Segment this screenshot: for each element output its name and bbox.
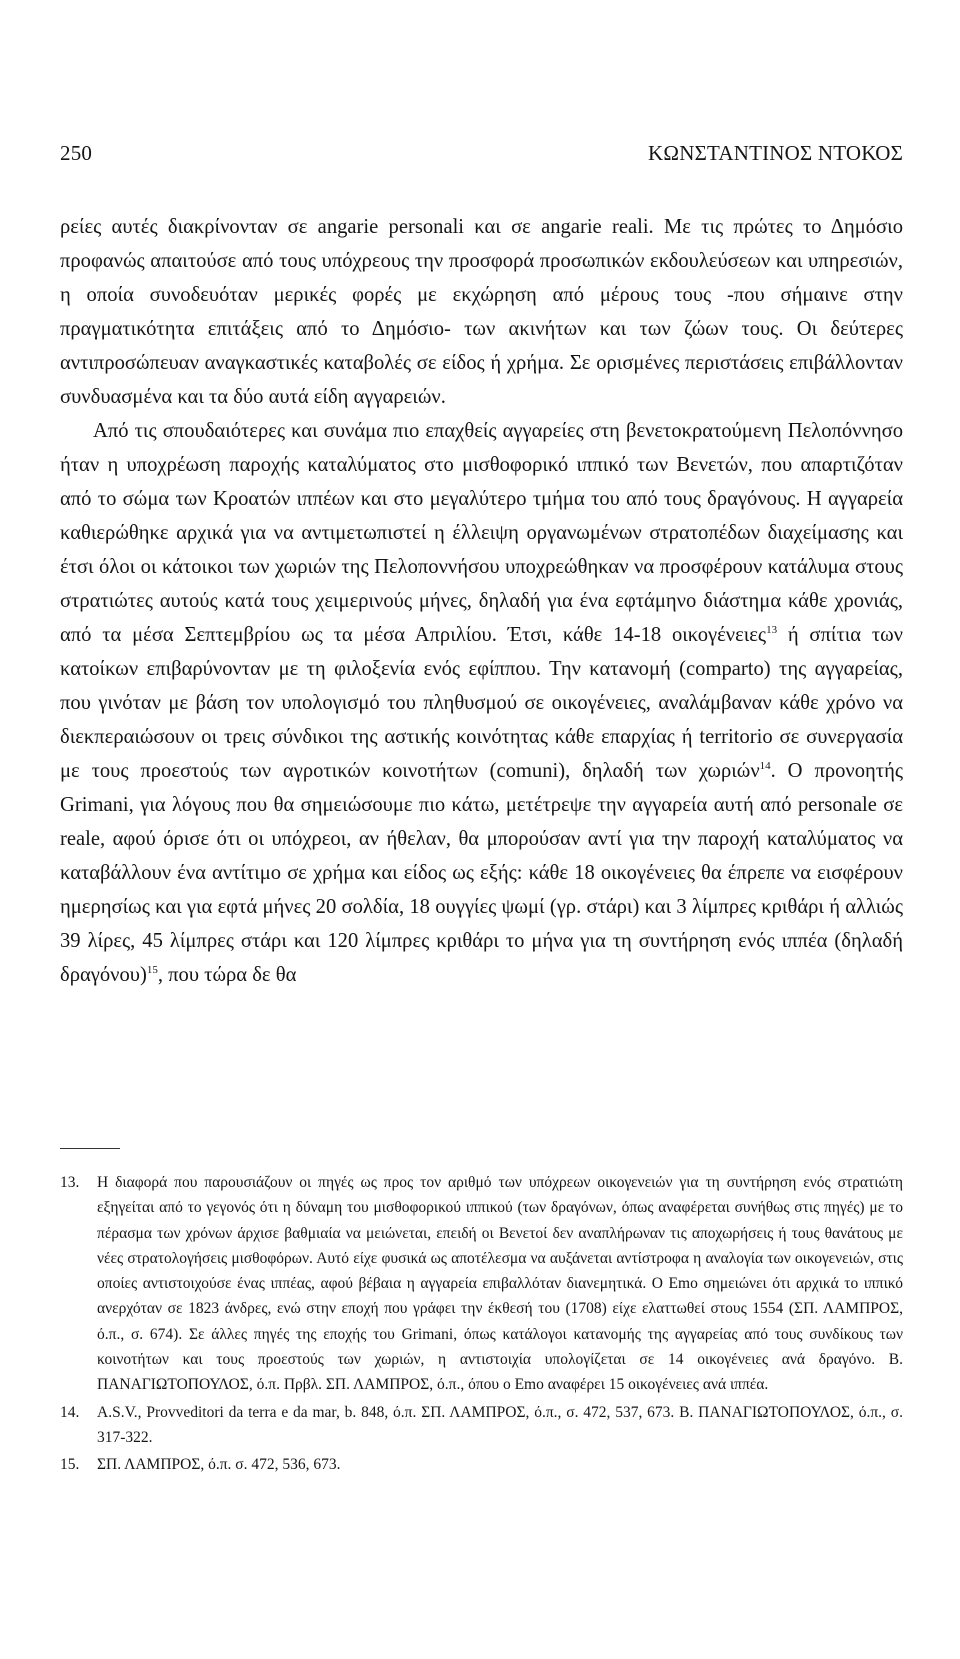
footnote-number: 14. [60, 1403, 80, 1421]
footnote [60, 1170, 903, 1398]
footnote-ref[interactable]: 14 [759, 760, 771, 773]
paragraph-text: . Ο προνοητής Grimani, για λόγους που θα σημειώσουμε πιο κάτω, μετέτρεψε την αγγαρεία αυτή από personale σε reale, αφού όρισε ότι οι υπόχρεοι, αν ήθελαν, θα μπορούσαν αντί για την παροχή καταλύματος να καταβάλλουν ένα αντίτιμο σε χρήμα και είδος ως εξής: κάθε 18 οικογένειες θα έπρεπε να εισφέρουν ημερησίως και για εφτά μήνες 20 σολδία, 18 ουγγίες ψωμί (γρ. στάρι) και 3 λίμπρες κριθάρι ή αλλιώς 39 λίρες, 45 λίμπρες στάρι και 120 λίμπρες κριθάρι το μήνα για τη συντήρηση ενός ιππέα (δηλαδή δραγόνου) [60, 760, 903, 986]
footnote-ref[interactable]: 13 [766, 624, 778, 637]
footnote-text: Η διαφορά που παρουσιάζουν οι πηγές ως προς τον αριθμό των υπόχρεων οικογενειών για τη συντήρηση ενός στρατιώτη εξηγείται από το γεγονός ότι η δύναμη του μισθοφορικού ιππικού (των δραγόνων, όπως αναφέρεται συνήθως στις πηγές) με το πέρασμα των χρόνων άρχισε βαθμιαία να μειώνεται, επειδή οι Βενετοί δεν αναπλήρωναν τις αποχωρήσεις ή τους θανάτους με νέες στρατολογήσεις μισθοφόρων. Αυτό είχε φυσικά ως αποτέλεσμα να αυξάνεται αντίστροφα η αναλογία των οικογενειών, στις οποίες αντιστοιχούσε ένας ιππέας, αφού βέβαια η αγγαρεία επιβαλλόταν διανεμητικά. Ο Emo σημειώνει ότι αρχικά το ιππικό ανερχόταν σε 1823 άνδρες, ενώ στην εποχή που γράφει την έκθεσή του (1708) είχε ελαττωθεί στους 1554 (ΣΠ. ΛΑΜΠΡΟΣ, ό.π., σ. 674). Σε άλλες πηγές της εποχής του Grimani, όπως κατάλογοι κατανομής της αγγαρείας από τους συνδίκους των κοινοτήτων και τους προεστούς των χωριών, η αντιστοιχία υπολογίζεται σε 14 οικογένειες ανά δραγόνο. Β. ΠΑΝΑΓΙΩΤΟΠΟΥΛΟΣ, ό.π. Πρβλ. ΣΠ. ΛΑΜΠΡΟΣ, ό.π., όπου ο Emo αναφέρει 15 οικογένειες ανά ιππέα. [97, 1174, 903, 1394]
footnote-text: ΣΠ. ΛΑΜΠΡΟΣ, ό.π. σ. 472, 536, 673. [97, 1456, 341, 1474]
footnote-number: 13. [60, 1174, 80, 1191]
footnote-divider [60, 1148, 120, 1149]
footnotes [60, 1170, 903, 1480]
paragraph-text: ή σπίτια των κατοίκων επιβαρύνονταν με τη φιλοξενία ενός εφίππου. Την κατανομή (comparto) της αγγαρείας, που γινόταν με βάση τον υπολογισμό του πληθυσμού σε οικογένειες, αναλάμβαναν κάθε χρόνο να διεκπεραιώσουν οι τρεις σύνδικοι της αστικής κοινότητας κάθε επαρχίας ή territorio σε συνεργασία με τους προεστούς των αγροτικών κοινοτήτων (comuni), δηλαδή των χωριών [60, 624, 903, 782]
footnote [60, 1400, 903, 1451]
paragraph-text: , που τώρα δε θα [157, 964, 297, 986]
running-header [60, 141, 903, 171]
footnote-number: 15. [60, 1456, 80, 1474]
page-number: 250 [60, 141, 93, 165]
paragraph [60, 414, 903, 992]
main-text [60, 210, 903, 992]
footnote-ref[interactable]: 15 [146, 964, 158, 977]
paragraph-text: Από τις σπουδαιότερες και συνάμα πιο επαχθείς αγγαρείες στη βενετοκρατούμενη Πελοπόννησο ήταν η υποχρέωση παροχής καταλύματος στο μισθοφορικό ιππικό των Βενετών, που απαρτιζόταν από το σώμα των Κροατών ιππέων και στο μεγαλύτερο τμήμα του από τους δραγόνους. Η αγγαρεία καθιερώθηκε αρχικά για να αντιμετωπιστεί η έλλειψη οργανωμένων στρατοπέδων διαχείμασης και έτσι όλοι οι κάτοικοι των χωριών της Πελοποννήσου υποχρεώθηκαν να προσφέρουν κατάλυμα στους στρατιώτες αυτούς κατά τους χειμερινούς μήνες, δηλαδή για ένα εφτάμηνο διάστημα κάθε χρονιάς, από τα μέσα Σεπτεμβρίου ως τα μέσα Απριλίου. Έτσι, κάθε 14-18 οικογένειες [60, 420, 903, 646]
footnote-text: A.S.V., Provveditori da terra e da mar, b. 848, ό.π. ΣΠ. ΛΑΜΠΡΟΣ, ό.π., σ. 472, 537, 673. Β. ΠΑΝΑΓΙΩΤΟΠΟΥΛΟΣ, ό.π., σ. 317-322. [97, 1403, 903, 1446]
running-head-author: ΚΩΝΣΤΑΝΤΙΝΟΣ ΝΤΟΚΟΣ [648, 141, 903, 165]
footnote [60, 1452, 903, 1477]
paragraph: ρείες αυτές διακρίνονταν σε angarie personali και σε angarie reali. Με τις πρώτες το Δημόσιο προφανώς απαιτούσε από τους υπόχρεους την προσφορά προσωπικών εκδουλεύσεων και υπηρεσιών, η οποία συνοδευόταν μερικές φορές με εκχώρηση από μέρους τους -που σήμαινε στην πραγματικότητα επιτάξεις από το Δημόσιο- των ακινήτων και των ζώων τους. Οι δεύτερες αντιπροσώπευαν αναγκαστικές καταβολές σε είδος ή χρήμα. Σε ορισμένες περιστάσεις επιβάλλονταν συνδυασμένα και τα δύο αυτά είδη αγγαρειών. [60, 216, 903, 408]
